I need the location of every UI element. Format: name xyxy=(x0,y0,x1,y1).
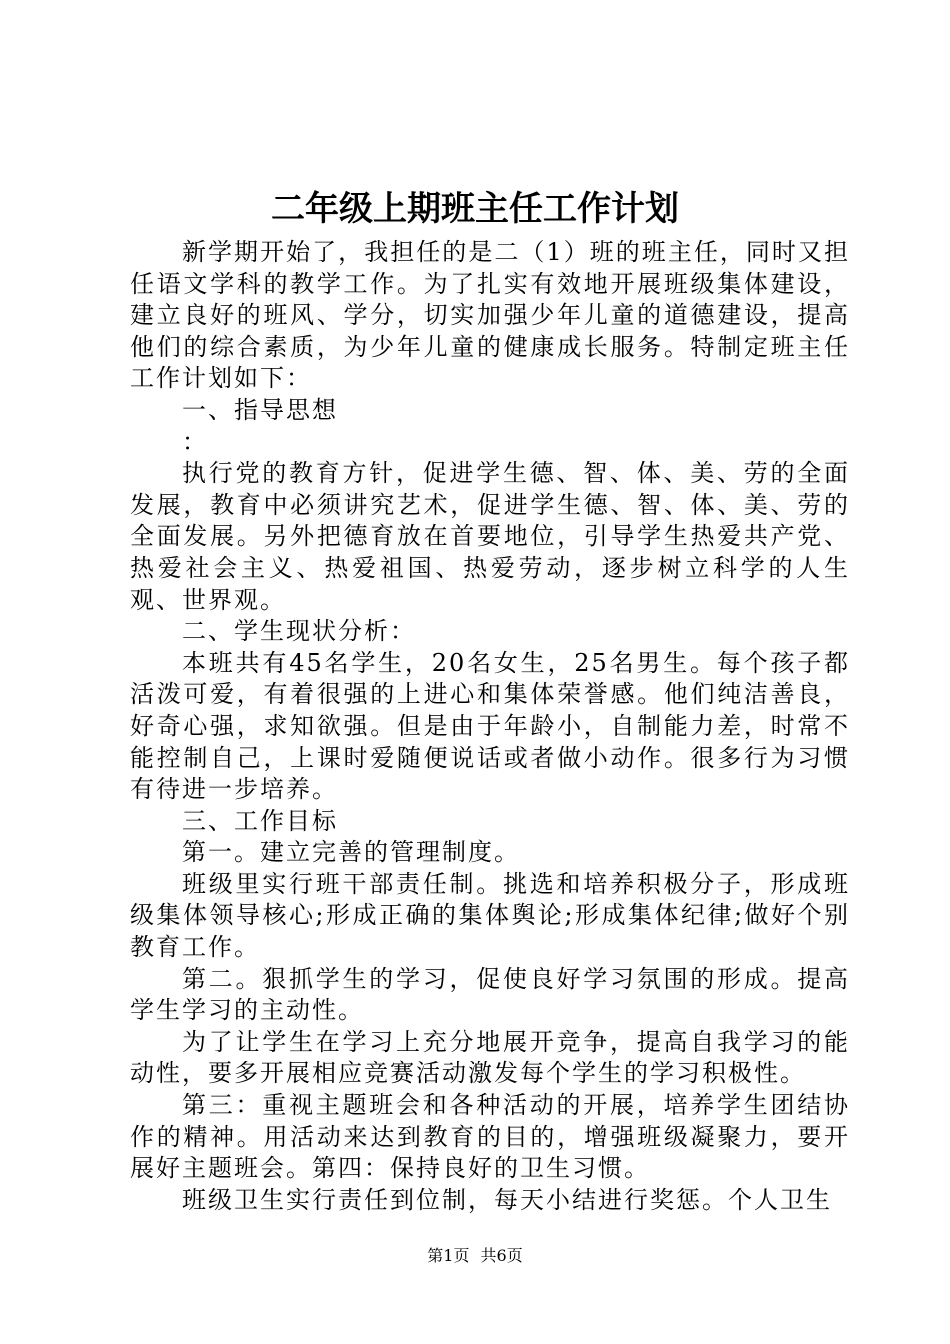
document-body xyxy=(130,237,850,1216)
heading-student-analysis: 二、学生现状分析： xyxy=(182,617,416,646)
page-number: 第1页 xyxy=(427,1246,470,1265)
page-total: 共6页 xyxy=(480,1246,523,1265)
paragraph-colon: ： xyxy=(182,427,208,456)
heading-work-goals: 三、工作目标 xyxy=(182,806,338,835)
paragraph-goal-first: 第一。建立完善的管理制度。 xyxy=(182,838,520,867)
paragraph-goal-third: 第三：重视主题班会和各种活动的开展，培养学生团结协作的精神。用活动来达到教育的目的，增强班级凝聚力，要开展好主题班会。第四：保持良好的卫生习惯。 xyxy=(130,1091,850,1183)
paragraph-student-analysis: 本班共有45名学生，20名女生，25名男生。每个孩子都活泼可爱，有着很强的上进心和集体荣誉感。他们纯洁善良，好奇心强，求知欲强。但是由于年龄小，自制能力差，时常不能控制自己，上课时爱随便说话或者做小动作。很多行为习惯有待进一步培养。 xyxy=(130,648,850,804)
paragraph-intro: 新学期开始了，我担任的是二（1）班的班主任，同时又担任语文学科的教学工作。为了扎实有效地开展班级集体建设，建立良好的班风、学分，切实加强少年儿童的道德建设，提高他们的综合素质，为少年儿童的健康成长服务。特制定班主任工作计划如下： xyxy=(130,238,850,393)
page-footer xyxy=(0,1243,950,1266)
paragraph-guiding-thought: 执行党的教育方针，促进学生德、智、体、美、劳的全面发展，教育中必须讲究艺术，促进学生德、智、体、美、劳的全面发展。另外把德育放在首要地位，引导学生热爱共产党、热爱社会主义、热爱祖国、热爱劳动，逐步树立科学的人生观、世界观。 xyxy=(130,459,850,614)
paragraph-hygiene: 班级卫生实行责任到位制，每天小结进行奖惩。个人卫生 xyxy=(182,1185,832,1214)
paragraph-goal-second: 第二。狠抓学生的学习，促使良好学习氛围的形成。提高学生学习的主动性。 xyxy=(130,964,850,1025)
paragraph-competition: 为了让学生在学习上充分地展开竞争，提高自我学习的能动性，要多开展相应竞赛活动激发每个学生的学习积极性。 xyxy=(130,1027,850,1088)
heading-guiding-thought: 一、指导思想 xyxy=(182,395,338,424)
document-title: 二年级上期班主任工作计划 xyxy=(271,189,679,229)
paragraph-class-leaders: 班级里实行班干部责任制。挑选和培养积极分子，形成班级集体领导核心;形成正确的集体舆论;形成集体纪律;做好个别教育工作。 xyxy=(130,869,850,962)
